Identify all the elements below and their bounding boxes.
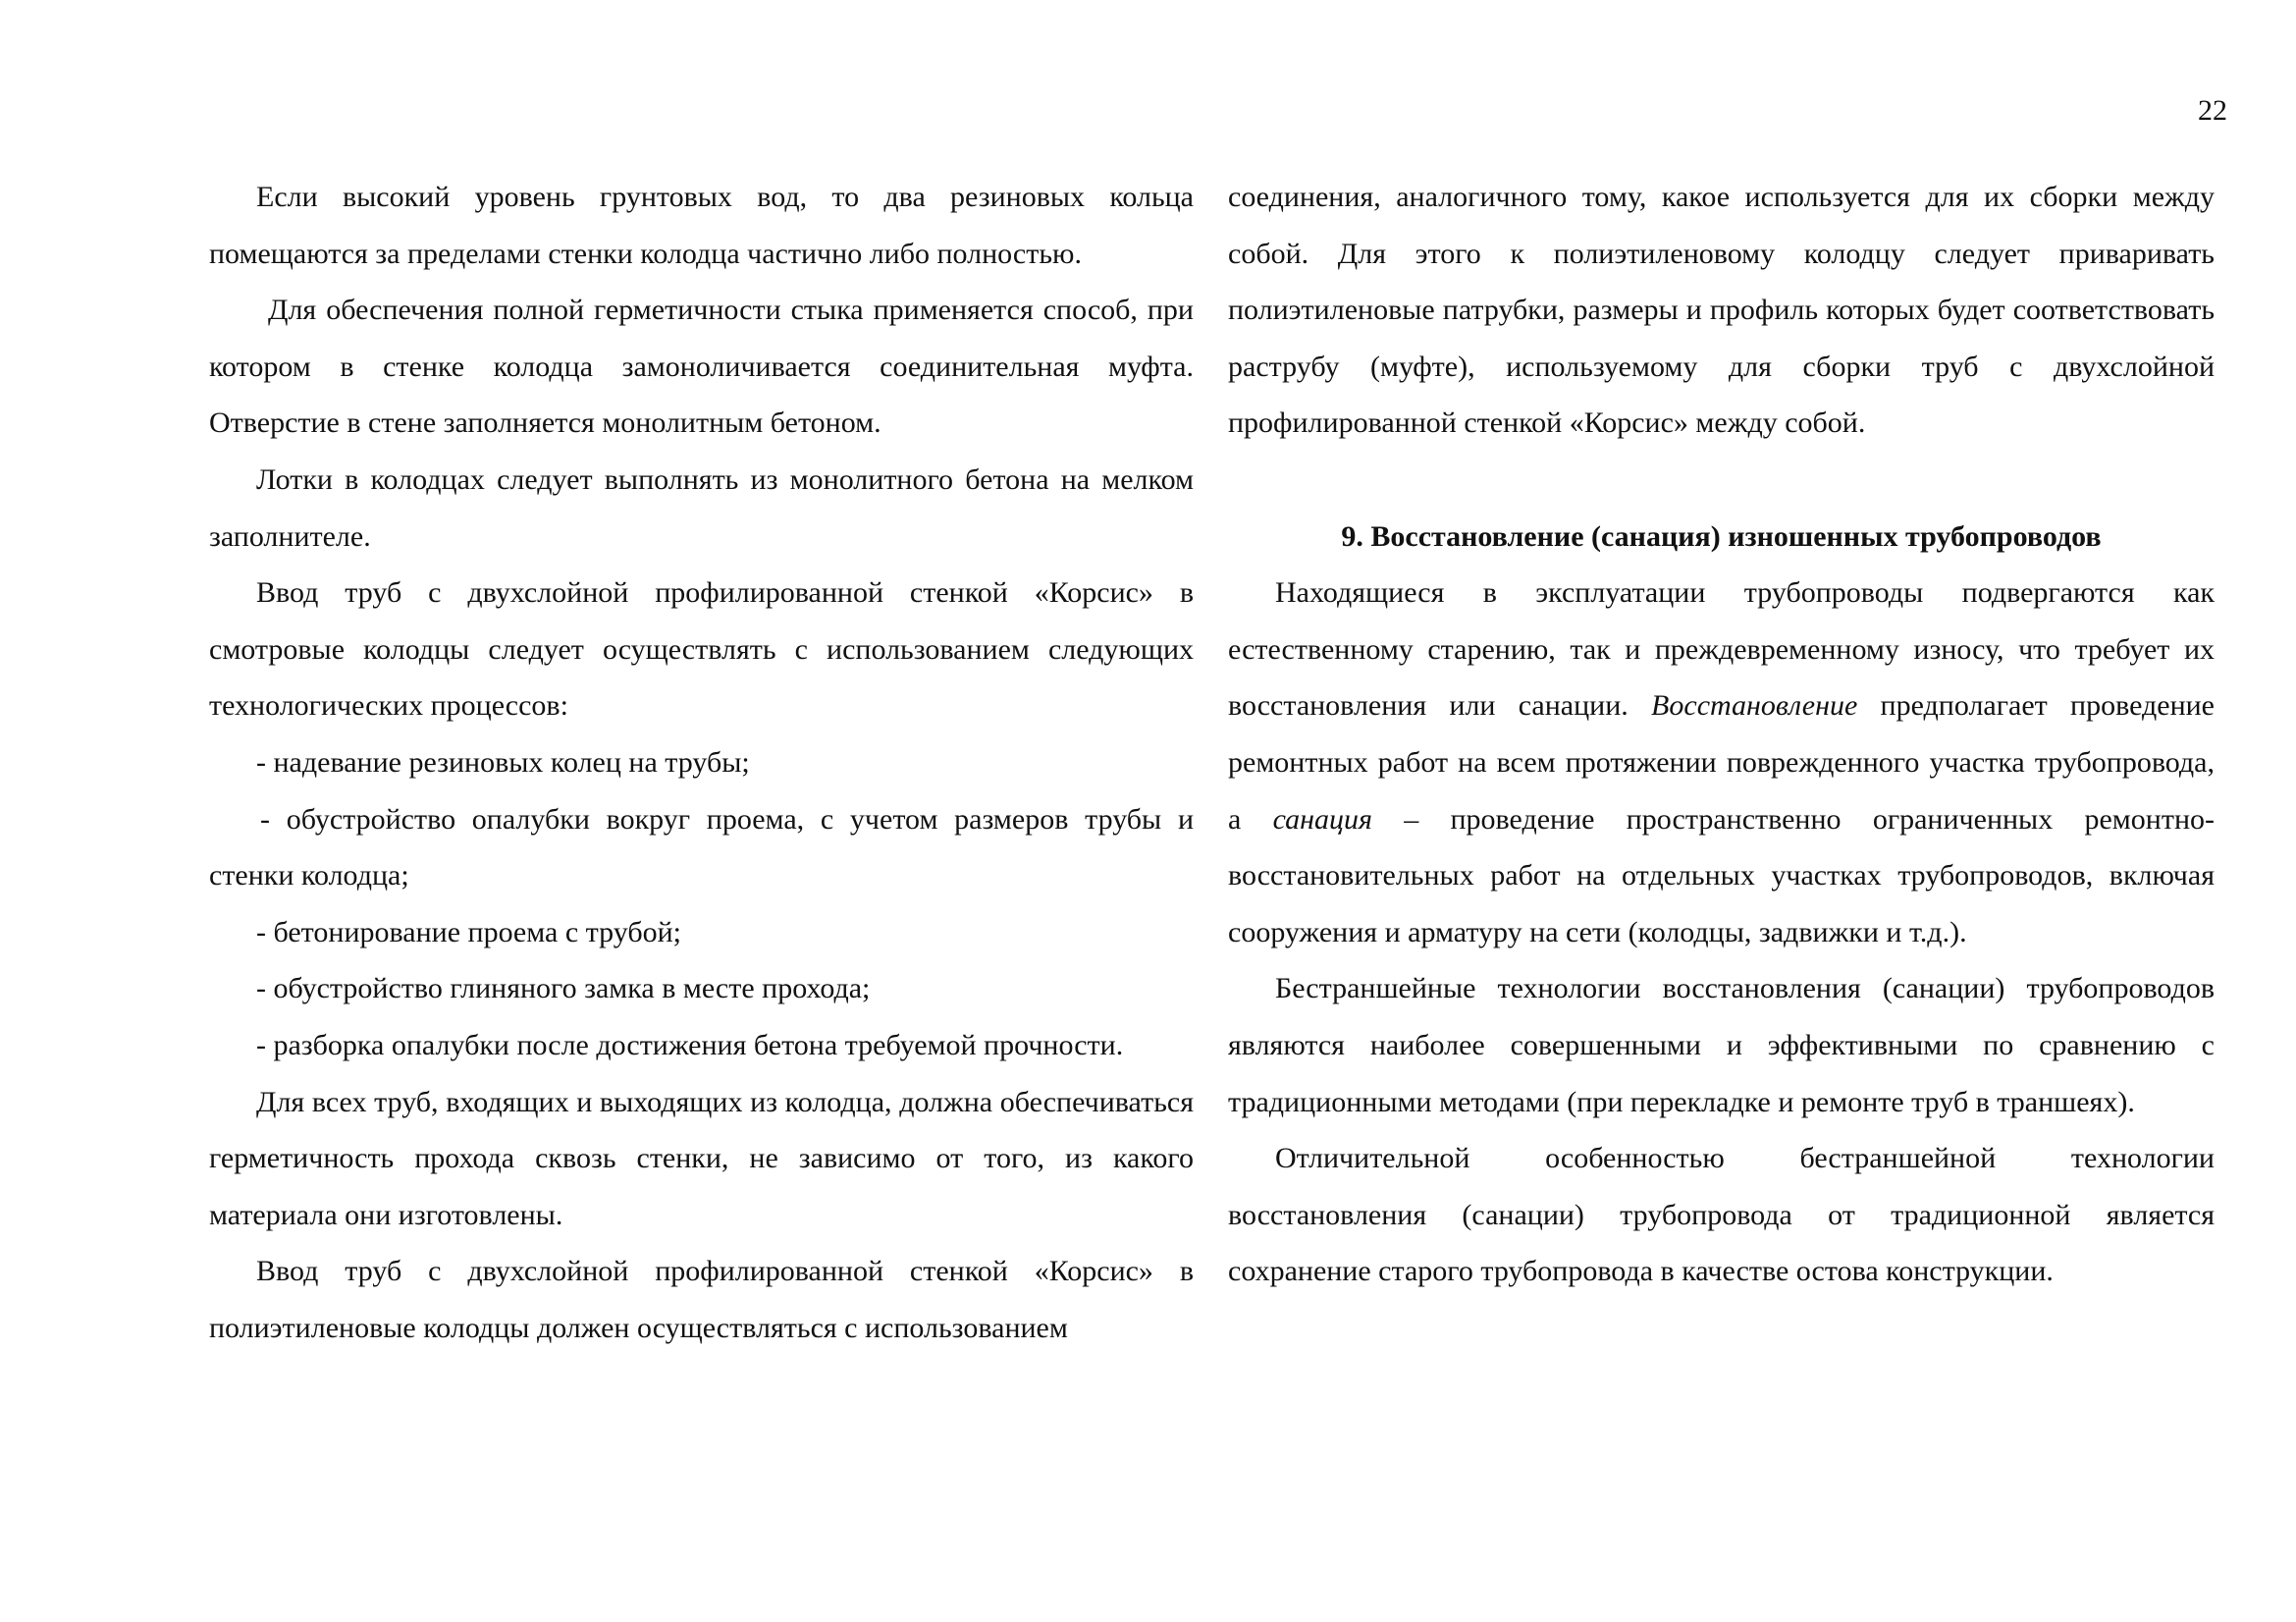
list-item: - обустройство глиняного замка в месте прохода; (256, 972, 871, 1005)
list-item: - разборка опалубки после достижения бетона требуемой прочности. (256, 1028, 1124, 1061)
list-item: - надевание резиновых колец на трубы; (256, 745, 750, 779)
page-number: 22 (2198, 94, 2227, 127)
paragraph (1228, 565, 2215, 960)
term-sanation: санация (1272, 802, 1372, 836)
list-item: - бетонирование проема с трубой; (256, 915, 681, 948)
left-column (209, 169, 1194, 1356)
paragraph: Ввод труб с двухслойной профилированной стенкой «Корсис» в смотровые колодцы следует осуществлять с использованием следующих технологических процессов: (209, 576, 1194, 723)
paragraph: Бестраншейные технологии восстановления (санации) трубопроводов являются наиболее совершенными и эффективными по сравнению с традиционными методами (при перекладке и ремонте труб в траншеях). (1228, 972, 2215, 1118)
paragraph: Ввод труб с двухслойной профилированной стенкой «Корсис» в полиэтиленовые колодцы должен осуществляться с использованием (209, 1255, 1194, 1344)
paragraph: соединения, аналогичного тому, какое используется для их сборки между собой. Для этого к полиэтиленовому колодцу следует приваривать полиэтиленовые патрубки, размеры и профиль которых будет соответствовать раструбу (муфте), используемому для сборки труб с двухслойной профилированной стенкой «Корсис» между собой. (1228, 181, 2215, 440)
paragraph: Отличительной особенностью бестраншейной технологии восстановления (санации) трубопровода от традиционной является сохранение старого трубопровода в качестве остова конструкции. (1228, 1142, 2215, 1288)
spacer (1228, 452, 2215, 509)
paragraph: Для всех труб, входящих и выходящих из колодца, должна обеспечиваться герметичность прохода сквозь стенки, не зависимо от того, из какого материала они изготовлены. (209, 1085, 1194, 1231)
section-heading: 9. Восстановление (санация) изношенных трубопроводов (1341, 519, 2102, 553)
paragraph-text: – проведение пространственно ограниченных ремонтно-восстановительных работ на отдельных участках трубопроводов, включая сооружения и арматуру на сети (колодцы, задвижки и т.д.). (1228, 802, 2215, 948)
list-item: - обустройство опалубки вокруг проема, с учетом размеров трубы и стенки колодца; (209, 802, 1194, 892)
paragraph: Если высокий уровень грунтовых вод, то два резиновых кольца помещаются за пределами стенки колодца частично либо полностью. (209, 181, 1194, 270)
paragraph: Для обеспечения полной герметичности стыка применяется способ, при котором в стенке колодца замоноличивается соединительная муфта. Отверстие в стене заполняется монолитным бетоном. (209, 294, 1194, 440)
right-column (1228, 169, 2215, 1300)
term-restoration: Восстановление (1651, 689, 1858, 723)
paragraph: Лотки в колодцах следует выполнять из монолитного бетона на мелком заполнителе. (209, 462, 1194, 553)
paragraph-text: предполагает проведение ремонтных работ на всем протяжении поврежденного участка трубопровода, а (1228, 689, 2215, 836)
paragraph-text: Находящиеся в эксплуатации трубопроводы подвергаются как естественному старению, так и преждевременному износу, что требует их восстановления или санации. (1228, 576, 2215, 723)
